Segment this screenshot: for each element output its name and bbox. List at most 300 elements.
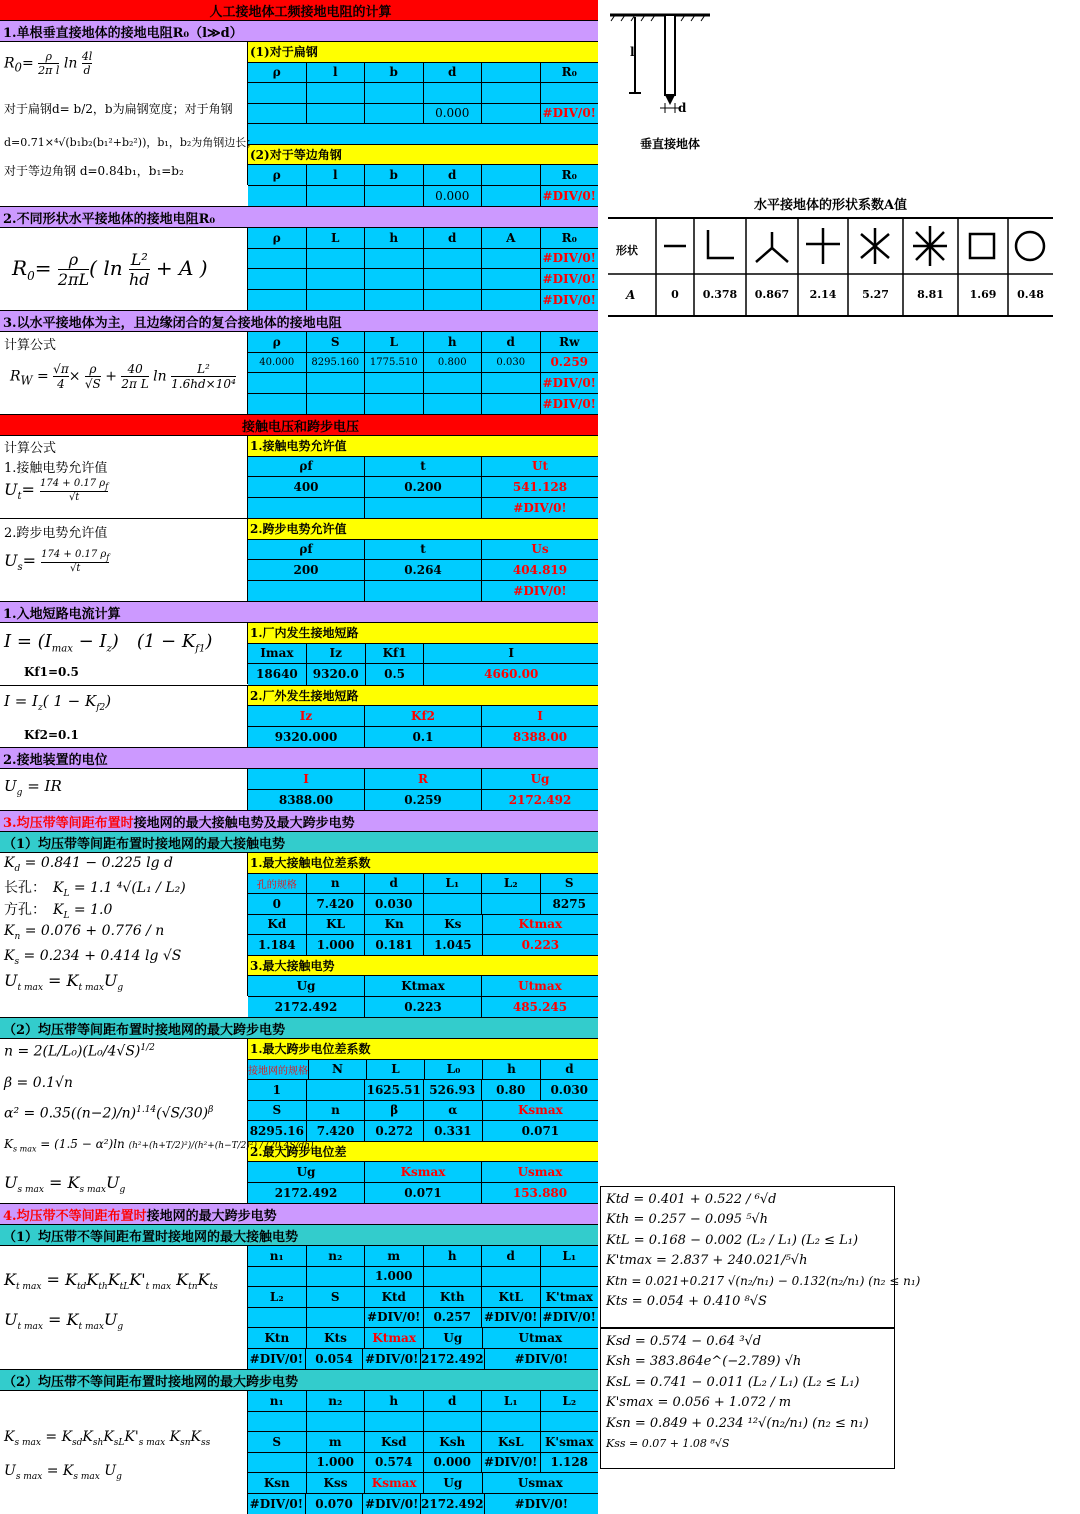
table-cell: 0.80 <box>482 1080 541 1100</box>
table-cell: 0.259 <box>365 790 482 811</box>
table-cell: 400 <box>248 477 365 497</box>
table-cell: Ug <box>424 1473 483 1493</box>
table-cell: 0.071 <box>483 1121 598 1141</box>
table-cell: #DIV/0! <box>365 1308 424 1328</box>
table-cell: #DIV/0! <box>541 249 599 269</box>
table-cell: Ug <box>248 976 365 996</box>
table-cell: 0.264 <box>365 560 482 580</box>
table-cell: KtL <box>482 1287 541 1307</box>
table-cell <box>307 104 366 124</box>
table-cell <box>424 394 483 415</box>
table-cell: Imax <box>248 644 307 664</box>
table-cell: I <box>248 769 365 789</box>
table-cell: d <box>424 63 483 83</box>
table-cell: 0.223 <box>365 997 482 1018</box>
table-cell <box>248 124 598 144</box>
table-cell: Ks <box>424 915 483 935</box>
table-cell: S <box>307 332 366 352</box>
table-cell: h <box>365 1391 424 1411</box>
table-cell: 0.1 <box>365 727 482 748</box>
s3-block <box>0 332 598 415</box>
table-cell <box>482 290 541 311</box>
table-cell <box>482 373 541 393</box>
table-cell <box>365 290 424 311</box>
table-row <box>248 373 598 394</box>
table-cell: 0.200 <box>365 477 482 497</box>
table-row <box>248 1349 598 1370</box>
table-row <box>248 1432 598 1453</box>
s1-title: 1.单根垂直接地体的接地电阻R₀（l≫d） <box>0 21 598 42</box>
table-cell: 2172.492 <box>421 1494 485 1514</box>
table-cell: 0.259 <box>541 353 599 373</box>
shape-coefficient-grid <box>608 214 1053 320</box>
table-cell: l <box>307 63 366 83</box>
table-cell: α <box>424 1101 483 1121</box>
s1-flat-header <box>248 63 598 84</box>
table-cell: 1.000 <box>307 935 366 955</box>
s1-formula: $R_0=$ ρ 2π l ln 4l d 对于扁钢d= b/2，b为扁钢宽度；对于角钢 d=0.71×⁴√(b₁b₂(b₁²+b₂²))，b₁，b₂为角钢边长； 对于等边角钢 d=0.84b₁，b₁=b₂ <box>0 42 248 185</box>
table-cell: 153.880 <box>482 1183 598 1204</box>
table-cell: K'tmax <box>541 1287 599 1307</box>
table-row <box>248 540 598 561</box>
table-cell: t <box>365 457 482 477</box>
table-cell: #DIV/0! <box>541 373 599 393</box>
table-cell <box>365 269 424 289</box>
table-cell: Kn <box>365 915 424 935</box>
s1-angle-header <box>248 165 598 186</box>
table-row <box>248 1473 598 1494</box>
table-cell <box>248 581 365 602</box>
table-cell <box>482 249 541 269</box>
table-cell: b <box>365 63 424 83</box>
table-cell: l <box>307 165 366 185</box>
table-row <box>248 915 598 936</box>
table-cell: 0.000 <box>424 1453 483 1473</box>
s7-sub2: （2）均压带等间距布置时接地网的最大跨步电势 <box>0 1018 598 1039</box>
table-cell <box>307 1267 366 1287</box>
table-cell <box>248 83 307 103</box>
table-cell: 1625.51 <box>365 1080 424 1100</box>
table-row[interactable] <box>248 290 598 311</box>
table-cell <box>248 373 307 393</box>
table-title: 2.最大跨步电位差 <box>248 1142 598 1163</box>
table-cell <box>307 290 366 311</box>
table-cell: d <box>365 874 424 894</box>
table-cell <box>541 1267 599 1287</box>
table-cell: Ktn <box>248 1328 307 1348</box>
table-cell: 0.030 <box>482 353 541 373</box>
table-cell: L₁ <box>541 1246 599 1266</box>
table-cell <box>307 373 366 393</box>
table-cell: Usmax <box>483 1473 598 1493</box>
table-cell <box>307 1412 366 1432</box>
s4-step-block: 2.跨步电势允许值 $U_s=$ 174 + 0.17 $\rho_f$ √t 2.跨步电势允许值 ρf t Us 200 0.264 404.819 #DIV/0! <box>0 519 598 602</box>
table-row <box>248 228 598 249</box>
s4-title: 接触电压和跨步电压 <box>0 415 598 436</box>
table-title: 1.接触电势允许值 <box>248 436 598 457</box>
table-cell: 8388.00 <box>482 727 598 748</box>
table-row <box>248 332 598 353</box>
table-cell: Us <box>482 540 598 560</box>
table-cell: L₂ <box>541 1391 599 1411</box>
table-cell: L <box>307 228 366 248</box>
table-cell: n₂ <box>307 1246 366 1266</box>
table-cell: I <box>424 644 598 664</box>
table-row <box>248 769 598 790</box>
table-cell <box>424 1412 483 1432</box>
table-cell <box>365 394 424 415</box>
table-cell: #DIV/0! <box>485 1349 598 1370</box>
table-cell: N <box>309 1060 367 1080</box>
table-cell: 485.245 <box>482 997 598 1018</box>
table-cell: 0.574 <box>365 1453 424 1473</box>
table-cell: 526.93 <box>424 1080 483 1100</box>
table-cell: ρ <box>248 63 307 83</box>
table-cell: Ug <box>248 1162 365 1182</box>
s7-title: 3.均压带等间距布置时 接地网的最大接触电势及最大跨步电势 <box>0 811 598 832</box>
s5-title: 1.入地短路电流计算 <box>0 602 598 623</box>
table-cell: Ktmax <box>365 976 482 996</box>
table-cell: 4660.00 <box>424 664 598 685</box>
table-cell: Kd <box>248 915 307 935</box>
table-cell: Ktd <box>365 1287 424 1307</box>
table-cell <box>365 373 424 393</box>
table-row <box>248 1287 598 1308</box>
s8-title: 4.均压带不等间距布置时 接地网的最大跨步电势 <box>0 1204 598 1225</box>
table-row[interactable] <box>248 1080 598 1101</box>
table-cell <box>248 186 307 207</box>
table-cell: 0.272 <box>365 1121 424 1141</box>
table-cell <box>482 269 541 289</box>
table-row <box>248 1183 598 1204</box>
table-cell: #DIV/0! <box>363 1349 421 1370</box>
table-cell: 1.000 <box>307 1453 366 1473</box>
s1-flat-values[interactable] <box>248 104 598 125</box>
s1-tables <box>248 42 598 206</box>
sheet-title: 人工接地体工频接地电阻的计算 <box>0 0 598 21</box>
table-cell: Kts <box>307 1328 366 1348</box>
table-cell: #DIV/0! <box>482 1453 541 1473</box>
table-cell: Utmax <box>482 976 598 996</box>
table-cell: R₀ <box>541 63 599 83</box>
s1-angle-title: (2)对于等边角钢 <box>248 145 598 166</box>
table-cell: L₁ <box>424 874 483 894</box>
vertical-electrode-figure: l d 垂直接地体 <box>605 5 775 155</box>
table-row[interactable] <box>248 1412 598 1433</box>
s3-table <box>248 332 598 414</box>
table-cell: 1.184 <box>248 935 307 955</box>
table-title: 1.最大接触电位差系数 <box>248 853 598 874</box>
table-row <box>248 1328 598 1349</box>
shape-a-values: 0 0.378 0.867 2.14 5.27 8.81 1.69 0.48 <box>656 288 1053 301</box>
table-cell <box>482 83 541 103</box>
table-cell: S <box>541 874 599 894</box>
table-cell <box>248 394 307 415</box>
table-cell <box>541 1412 599 1432</box>
table-cell <box>424 290 483 311</box>
table-cell: Rw <box>541 332 599 352</box>
table-cell: L <box>367 1060 425 1080</box>
table-cell: 0.257 <box>424 1308 483 1328</box>
table-cell: h <box>424 332 483 352</box>
table-cell: 0.030 <box>541 1080 599 1100</box>
table-cell: 2172.492 <box>248 997 365 1018</box>
table-cell: 18640 <box>248 664 307 685</box>
s2-formula: $R_0=$ ρ 2πL( ln L² hd + A ) <box>0 228 248 310</box>
table-cell: #DIV/0! <box>541 1308 599 1328</box>
table-cell: R₀ <box>541 165 599 185</box>
table-row[interactable] <box>248 664 598 685</box>
s2-table <box>248 228 598 310</box>
s7-sub1: （1）均压带等间距布置时接地网的最大接触电势 <box>0 832 598 853</box>
table-cell <box>248 498 365 519</box>
table-cell <box>365 83 424 103</box>
table-cell <box>248 1412 307 1432</box>
table-cell: R₀ <box>541 228 599 248</box>
table-cell: 接地网的规格 <box>248 1060 309 1080</box>
table-cell: Ktmax <box>365 1328 424 1348</box>
table-cell: 1775.510 <box>365 353 424 373</box>
table-row <box>248 1391 598 1412</box>
table-row <box>248 706 598 727</box>
table-cell: 1.128 <box>541 1453 599 1473</box>
shape-coefficient-table: 水平接地体的形状系数A值 形状 A 0 0.378 0.867 2.14 5.27 8.81 1.69 0.48 <box>608 190 1053 320</box>
figure-caption: 垂直接地体 <box>640 135 700 152</box>
table-cell: #DIV/0! <box>482 498 598 519</box>
table-cell: L₂ <box>248 1287 307 1307</box>
table-cell: 0.054 <box>306 1349 364 1370</box>
table-cell <box>365 186 424 207</box>
s1-flat-title: (1)对于扁钢 <box>248 42 598 63</box>
table-cell: 2172.492 <box>421 1349 485 1370</box>
table-cell: Kss <box>307 1473 366 1493</box>
table-cell: 8388.00 <box>248 790 365 811</box>
table-cell: Ktmax <box>483 915 598 935</box>
table-cell <box>482 1267 541 1287</box>
table-cell: Ksmax <box>365 1473 424 1493</box>
s8-sub2: （2）均压带不等间距布置时接地网的最大跨步电势 <box>0 1370 598 1391</box>
table-cell: Iz <box>248 706 365 726</box>
table-cell: 0.223 <box>483 935 598 955</box>
table-cell: d <box>482 332 541 352</box>
s6-title: 2.接地装置的电位 <box>0 748 598 769</box>
table-cell <box>248 104 307 124</box>
table-row <box>248 874 598 895</box>
table-cell: #DIV/0! <box>485 1494 598 1514</box>
table-cell <box>365 581 482 602</box>
table-cell <box>307 83 366 103</box>
table-cell: d <box>424 1391 483 1411</box>
table-cell <box>307 1080 366 1100</box>
table-cell: 40.000 <box>248 353 307 373</box>
table-row <box>248 581 598 602</box>
table-cell: #DIV/0! <box>541 104 599 124</box>
table-cell <box>248 1308 307 1328</box>
table-cell: #DIV/0! <box>482 1308 541 1328</box>
table-cell: #DIV/0! <box>248 1494 306 1514</box>
table-title: 3.最大接触电势 <box>248 956 598 977</box>
table-cell: #DIV/0! <box>541 269 599 289</box>
table-cell <box>365 249 424 269</box>
table-row[interactable] <box>248 249 598 270</box>
table-cell: Ug <box>482 769 598 789</box>
table-cell: d <box>482 1246 541 1266</box>
table-cell: 1 <box>248 1080 307 1100</box>
table-cell <box>482 394 541 415</box>
table-cell: 0.000 <box>424 186 483 207</box>
table-cell: b <box>365 165 424 185</box>
table-cell: 8295.160 <box>307 353 366 373</box>
table-row[interactable] <box>248 894 598 915</box>
table-cell: m <box>307 1432 366 1452</box>
s2-title: 2.不同形状水平接地体的接地电阻R₀ <box>0 207 598 228</box>
table-title: 1.最大跨步电位差系数 <box>248 1039 598 1060</box>
table-row[interactable] <box>248 1267 598 1288</box>
table-cell: 9320.0 <box>307 664 366 685</box>
calc-sheet: 人工接地体工频接地电阻的计算 1.单根垂直接地体的接地电阻R₀（l≫d） $R_0=$ ρ 2π l ln 4l d 对于扁钢d= b/2，b为扁钢宽度；对于角钢 d=0.71×⁴√(b₁b₂(b₁²+b₂²))，b₁，b₂为角钢边长； 对于等边角钢 d=0.84b₁，b₁=b₂ (1)对于扁钢 ρ l b d R₀ 0.000 #DIV/0! (2)对于等边角钢 ρ l b d R₀ 0.000 #DIV/0! 2.不同形状水平接地体的接地电阻R₀ $R_0=$ ρ 2πL( ln L² hd + A ) ρ L h d A R₀ #DIV/0! #DIV/0! #DIV/0! 3.以水平接地体为主，且边缘闭合的复合接地体的接地电阻 计算公式 $R_W$ = √π 4 × ρ √S + 40 2π L ln L² 1.6hd×10⁴ ρ S L h d Rw 40.000 8295.160 1775.510 0.800 0.030 0.259 #DIV/0! #DIV/0! 接触电压和跨步电压 计算公式 1.接触电势允许值 $U_t=$ 174 + 0.17 $\rho_f$ √t 1.接触电势允许值 ρf t Ut 400 0.200 541.128 #DIV/0! 2.跨步电势允许值 $U_s=$ 174 + 0.17 $\rho_f$ √t 2.跨步电势允许值 ρf t Us 200 0.264 404.819 #DIV/0! 1.入地短路电流计算 $I = (I_{max} - I_z)$ $(1 - K_{f1})$ Kf1=0.5 1.厂内发生接地短路 Imax Iz Kf1 I 18640 9320.0 0.5 4660.00 $I = I_z$( $1 - K_{f2}$) Kf2=0.1 2.厂外发生接地短路 Iz Kf2 I 9320.000 0.1 8388.00 2.接地装置的电位 $U_g$ = IR I R Ug 8388.00 0.259 2172.492 3.均压带等间距布置时 接地网的最大接触电势及最大跨步电势 （1）均压带等间距布置时接地网的最大接触电势 $K_d = 0.841 - 0.225$ lg d 长孔： $K_L = 1.1$ ⁴√(L₁ / L₂) 方孔： $K_L = 1.0$ $K_n = 0.076 + 0.776 / n$ $K_s = 0.234 + 0.414$ lg √S $U_{t max} = K_{t max}U_g$ 1.最大接触电位差系数 孔的规格 n d L₁ L₂ S 0 7.420 0.030 8275 Kd KL Kn Ks Ktmax 1.184 1.000 0.181 1.045 0.223 3.最大接触电势 Ug Ktmax Utmax 2172.492 0.223 485.245 （2）均压带等间距布置时接地网的最大跨步电势 $n = 2(L/L_0)(L_0/4√S)^{1/2}$ β = 0.1√n $\alpha^2 = 0.35((n-2)/n)^{1.14}(√S/30)^\beta$ $K_{s max} = (1.5 - \alpha^2)\ln$ (h²+(h+T/2)²)/(h²+(h−T/2)²) / (20.4S/dh) $U_{s max} = K_{s max}U_g$ 1.最大跨步电位差系数 接地网的规格 N L L₀ h d 1 1625.51 526.93 0.80 0.030 S n β α Ksmax 8295.16 7.420 0.272 0.331 0.071 2.最大跨步电位差 Ug Ksmax Usmax 2172.492 0.071 153.880 4.均压带不等间距布置时 接地网的最大跨步电势 （1）均压带不等间距布置时接地网的最大接触电势 $K_{t max} = K_{td}K_{th}K_{tL}K'_{t max}$ $K_{tn}K_{ts}$ $U_{t max} = K_{t max}U_g$ n₁ n₂ m h d L₁ 1.000 L₂ S Ktd Kth KtL K'tmax #DIV/0! 0.257 #DIV/0! #DIV/0! Ktn Kts Ktmax Ug Utmax #DIV/0! 0.054 #DIV/0! 2172.492 #DIV/0! （2）均压带不等间距布置时接地网的最大跨步电势 $K_{s max} = K_{sd}K_{sh}K_{sL}K'_{s max}$ $K_{sn}K_{ss}$ $U_{s max} = K_{s max}$ $U_g$ n₁ n₂ h d L₁ L₂ S m Ksd Ksh KsL K'smax 1.000 0.574 0.000 #DIV/0! 1.128 Ksn Kss Ksmax Ug Usmax #DIV/0! 0.070 #DIV/0! 2172.492 #DIV/0! <box>0 0 598 1514</box>
s3-formula: 计算公式 $R_W$ = √π 4 × ρ √S + 40 2π L ln L² 1.6hd×10⁴ <box>0 332 248 414</box>
table-row[interactable] <box>248 353 598 374</box>
table-row[interactable] <box>248 790 598 811</box>
table-cell <box>248 1267 307 1287</box>
table-cell: 7.420 <box>307 1121 366 1141</box>
table-cell <box>365 104 424 124</box>
table-cell <box>248 249 307 269</box>
table-cell: 8275 <box>541 894 599 914</box>
table-cell: 1.000 <box>365 1267 424 1287</box>
table-cell: 2172.492 <box>482 790 598 811</box>
table-cell: 0.800 <box>424 353 483 373</box>
table-cell: 孔的规格 <box>248 874 307 894</box>
table-cell: Kf2 <box>365 706 482 726</box>
table-cell: 8295.16 <box>248 1121 307 1141</box>
table-row[interactable] <box>248 269 598 290</box>
s1-block <box>0 42 598 207</box>
table-cell: β <box>365 1101 424 1121</box>
table-cell: 0.181 <box>365 935 424 955</box>
table-row <box>248 976 598 997</box>
s1-angle-values[interactable] <box>248 186 598 207</box>
table-cell <box>541 83 599 103</box>
table-cell: Ksd <box>365 1432 424 1452</box>
table-cell: KsL <box>482 1432 541 1452</box>
table-row[interactable] <box>248 477 598 498</box>
table-cell: R <box>365 769 482 789</box>
table-cell: 0.000 <box>424 104 483 124</box>
table-cell: 2172.492 <box>248 1183 365 1204</box>
table-cell: n <box>307 874 366 894</box>
table-row <box>248 1453 598 1474</box>
table-cell <box>248 1453 307 1473</box>
table-row <box>248 644 598 665</box>
table-cell: L₁ <box>482 1391 541 1411</box>
table-cell: t <box>365 540 482 560</box>
table-cell: ρ <box>248 332 307 352</box>
table-row <box>248 498 598 519</box>
table-row <box>248 394 598 415</box>
table-row <box>248 457 598 478</box>
table-cell: Ug <box>424 1328 483 1348</box>
table-cell: 200 <box>248 560 365 580</box>
table-cell <box>482 894 541 914</box>
table-cell: ρf <box>248 540 365 560</box>
table-cell: S <box>248 1432 307 1452</box>
s3-title: 3.以水平接地体为主，且边缘闭合的复合接地体的接地电阻 <box>0 311 598 332</box>
table-cell: #DIV/0! <box>248 1349 306 1370</box>
table-cell: #DIV/0! <box>482 581 598 602</box>
table-cell <box>482 1412 541 1432</box>
table-cell: 0.071 <box>365 1183 482 1204</box>
table-cell: d <box>541 1060 598 1080</box>
s4-touch-block: 计算公式 1.接触电势允许值 $U_t=$ 174 + 0.17 $\rho_f$ √t 1.接触电势允许值 ρf t Ut 400 0.200 541.128 #DIV/0! <box>0 436 598 519</box>
table-cell <box>307 186 366 207</box>
table-cell: ρf <box>248 457 365 477</box>
table-row[interactable] <box>248 727 598 748</box>
table-cell: d <box>424 165 483 185</box>
table-cell: 0.070 <box>306 1494 364 1514</box>
table-cell <box>424 249 483 269</box>
table-cell: n₁ <box>248 1391 307 1411</box>
table-cell <box>307 249 366 269</box>
table-cell: #DIV/0! <box>541 186 599 207</box>
table-cell: m <box>365 1246 424 1266</box>
table-cell: #DIV/0! <box>363 1494 421 1514</box>
table-cell <box>482 104 541 124</box>
table-cell: 9320.000 <box>248 727 365 748</box>
table-cell: K'smax <box>541 1432 599 1452</box>
table-cell: 1.045 <box>424 935 483 955</box>
table-cell <box>424 894 483 914</box>
table-cell: 0.331 <box>424 1121 483 1141</box>
table-row[interactable] <box>248 560 598 581</box>
table-cell <box>248 290 307 311</box>
table-row <box>248 997 598 1018</box>
table-cell: ρ <box>248 165 307 185</box>
table-cell <box>307 269 366 289</box>
table-cell <box>365 498 482 519</box>
table-cell: #DIV/0! <box>541 290 599 311</box>
table-row <box>248 1246 598 1267</box>
vertical-electrode-icon <box>605 5 775 155</box>
table-cell: Ksmax <box>365 1162 482 1182</box>
table-cell <box>424 1267 483 1287</box>
table-row <box>248 1308 598 1329</box>
table-row <box>248 1162 598 1183</box>
table-cell: 541.128 <box>482 477 598 497</box>
table-cell: Kth <box>424 1287 483 1307</box>
table-title: 2.厂外发生接地短路 <box>248 686 598 707</box>
table-cell: S <box>248 1101 307 1121</box>
table-cell: Iz <box>307 644 366 664</box>
table-row <box>248 935 598 956</box>
table-cell: I <box>482 706 598 726</box>
s1-flat-input[interactable] <box>248 83 598 104</box>
table-cell <box>248 269 307 289</box>
s8-sub1: （1）均压带不等间距布置时接地网的最大接触电势 <box>0 1225 598 1246</box>
table-cell: L <box>365 332 424 352</box>
table-cell <box>307 1308 366 1328</box>
table-cell <box>424 373 483 393</box>
table-cell: ρ <box>248 228 307 248</box>
table-cell <box>482 186 541 207</box>
table-cell: d <box>424 228 483 248</box>
table-cell <box>365 1412 424 1432</box>
table-cell <box>307 394 366 415</box>
table-cell: A <box>482 228 541 248</box>
table-cell: Kf1 <box>366 644 425 664</box>
table-cell: S <box>307 1287 366 1307</box>
table-row <box>248 1494 598 1514</box>
